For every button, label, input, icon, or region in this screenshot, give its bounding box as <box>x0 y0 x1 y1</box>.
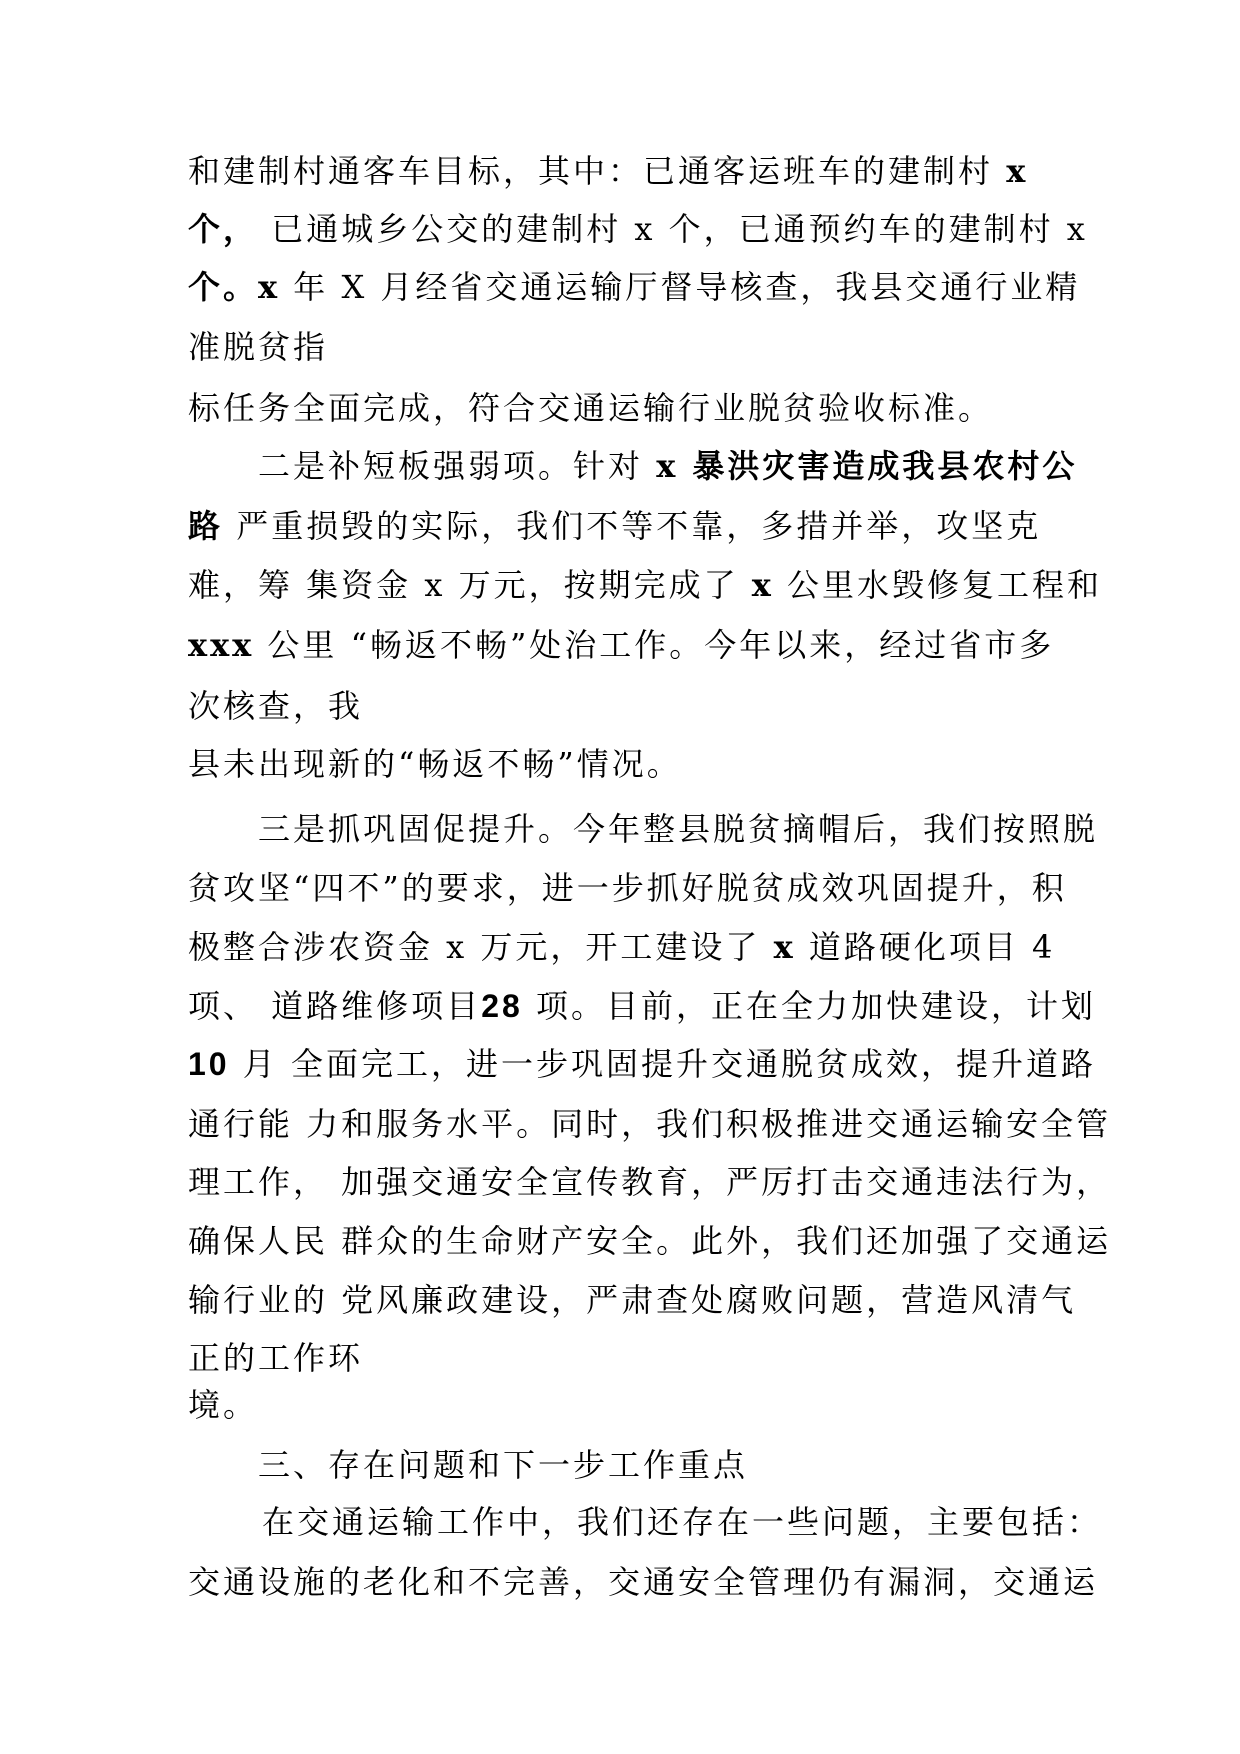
text-line: 输行业的 党风廉政建设，严肃查处腐败问题，营造风清气 <box>188 1281 1077 1319</box>
text-line: 贫攻坚“四不”的要求，进一步抓好脱贫成效巩固提升，积 <box>188 869 1067 907</box>
section-heading: 三、存在问题和下一步工作重点 <box>258 1446 749 1484</box>
text-line: 次核查，我 <box>188 687 364 725</box>
text-line: 难，筹 集资金 x 万元，按期完成了 x 公里水毁修复工程和 <box>188 566 1103 604</box>
text-line: 准脱贫指 <box>188 328 329 366</box>
text-line: 项、 道路维修项目28 项。目前，正在全力加快建设，计划 <box>188 987 1096 1025</box>
text-line: 交通设施的老化和不完善，交通安全管理仍有漏洞，交通运 <box>188 1563 1099 1601</box>
text-line: 境。 <box>188 1386 259 1424</box>
text-line: 确保人民 群众的生命财产安全。此外，我们还加强了交通运 <box>188 1222 1112 1260</box>
text-line: 路 严重损毁的实际，我们不等不靠，多措并举，攻坚克 <box>188 507 1042 545</box>
text-line: 通行能 力和服务水平。同时，我们积极推进交通运输安全管 <box>188 1105 1112 1143</box>
text-line: 县未出现新的“畅返不畅”情况。 <box>188 745 682 783</box>
paragraph-heading-3: 三是抓巩固促提升。今年整县脱贫摘帽后，我们按照脱 <box>258 810 1099 848</box>
text-line: 和建制村通客车目标，其中：已通客运班车的建制村 x <box>188 152 1029 190</box>
text-line: 理工作， 加强交通安全宣传教育，严厉打击交通违法行为， <box>188 1163 1112 1201</box>
text-line: 标任务全面完成，符合交通运输行业脱贫验收标准。 <box>188 389 994 427</box>
text-line: 个， 已通城乡公交的建制村 x 个，已通预约车的建制村 x <box>188 210 1088 248</box>
text-line: 极整合涉农资金 x 万元，开工建设了 x 道路硬化项目 4 <box>188 928 1056 966</box>
paragraph-heading-2: 二是补短板强弱项。针对 x 暴洪灾害造成我县农村公 <box>258 447 1078 485</box>
text-line: xxx 公里 “畅返不畅”处治工作。今年以来，经过省市多 <box>188 626 1055 664</box>
text-line: 正的工作环 <box>188 1339 364 1377</box>
text-line: 10 月 全面完工，进一步巩固提升交通脱贫成效，提升道路 <box>188 1045 1096 1083</box>
text-line: 在交通运输工作中，我们还存在一些问题，主要包括： <box>262 1503 1103 1541</box>
text-line: 个。x 年 X 月经省交通运输厅督导核查，我县交通行业精 <box>188 268 1081 306</box>
